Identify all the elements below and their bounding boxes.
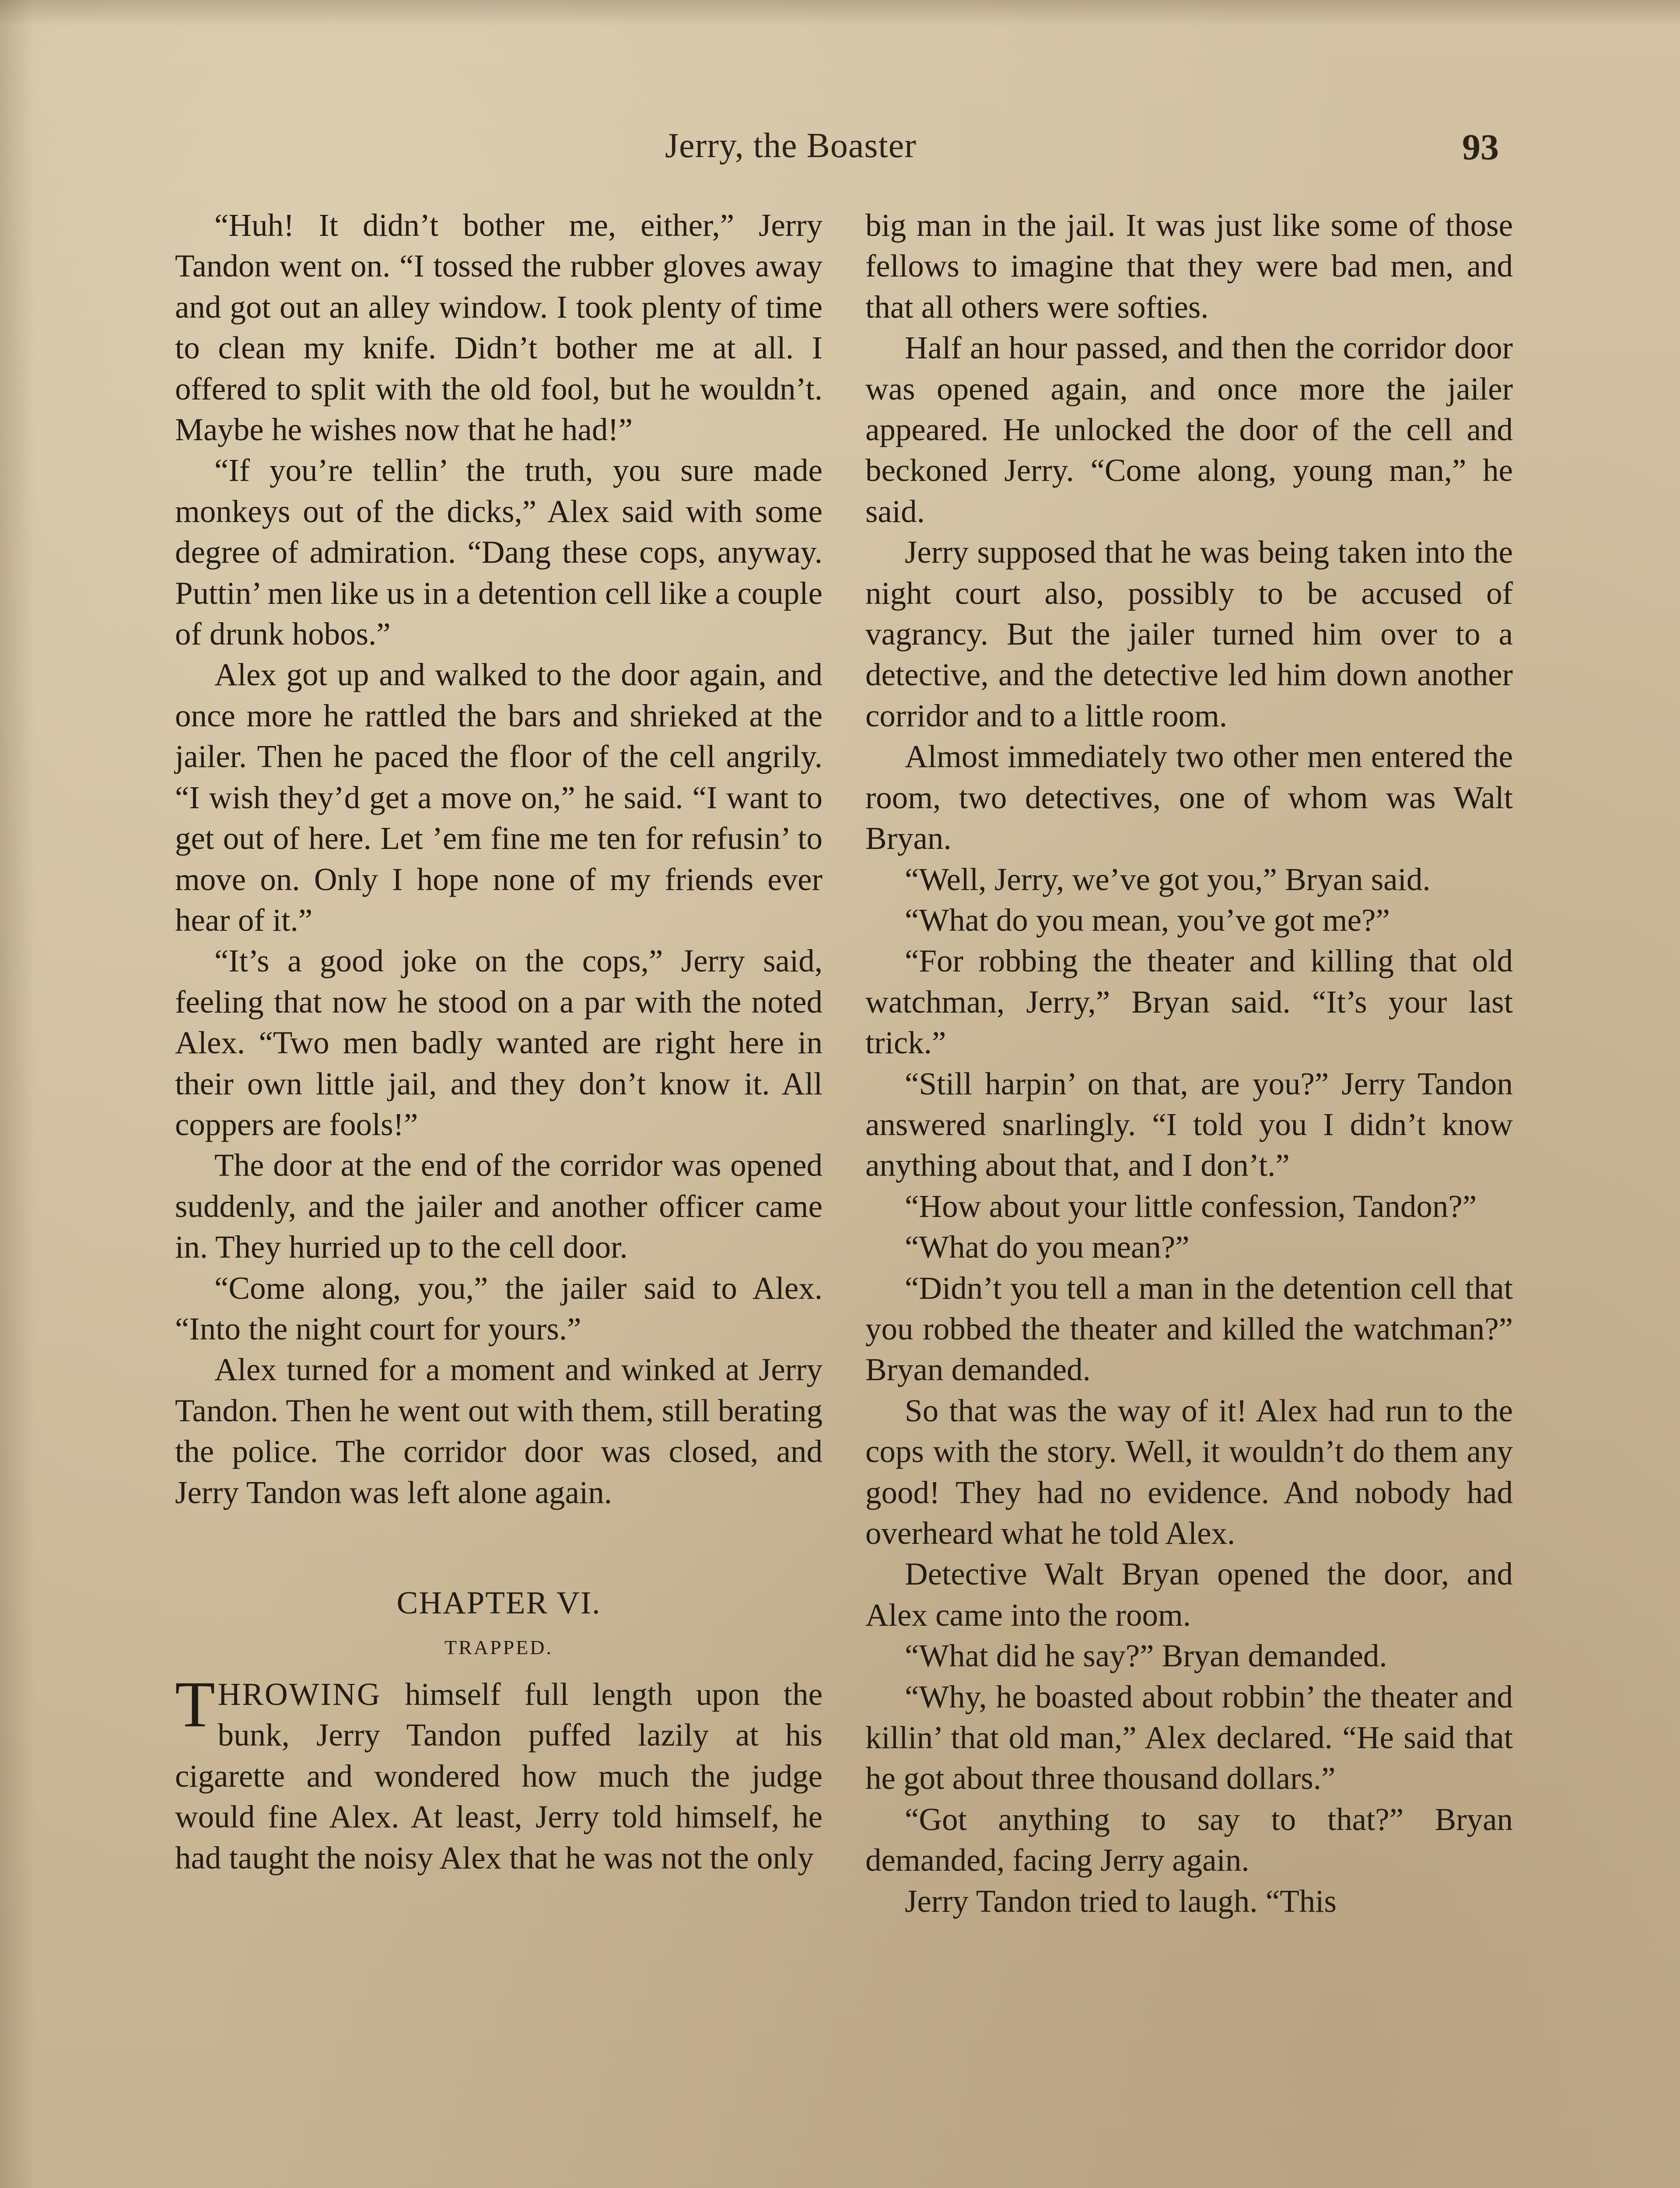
paragraph: So that was the way of it! Alex had run to the cops with the story. Well, it wouldn’t do them any good! They had no evidence. And nobody had overheard what he told Alex. [865, 1392, 1513, 1551]
page-shadow-top [0, 0, 1680, 26]
opening-small-caps: HROWING [217, 1676, 382, 1712]
paragraph: Almost immediately two other men entered the room, two detectives, one of whom was Walt Bryan. [865, 739, 1513, 856]
paragraph: Detective Walt Bryan opened the door, and Alex came into the room. [865, 1556, 1513, 1633]
chapter-opening-paragraph [175, 1668, 822, 1878]
paragraph: “How about your little confession, Tandon?” [905, 1188, 1477, 1224]
paragraph: “Got anything to say to that?” Bryan demanded, facing Jerry again. [865, 1801, 1513, 1878]
paragraph: “Didn’t you tell a man in the detention cell that you robbed the theater and killed the watchman?” Bryan demanded. [865, 1270, 1513, 1388]
paragraph: “Well, Jerry, we’ve got you,” Bryan said. [905, 861, 1431, 897]
left-column [175, 205, 822, 1878]
paragraph: “For robbing the theater and killing that old watchman, Jerry,” Bryan said. “It’s your last trick.” [865, 943, 1513, 1061]
paragraph: Jerry Tandon tried to laugh. “This [905, 1883, 1337, 1919]
paragraph-continuation: big man in the jail. It was just like some of those fellows to imagine that they were bad men, and that all others were softies. [865, 207, 1513, 325]
paragraph: “What did he say?” Bryan demanded. [905, 1638, 1387, 1674]
paragraph: “If you’re tellin’ the truth, you sure made monkeys out of the dicks,” Alex said with some degree of admiration. “Dang these cops, anyway. Puttin’ men like us in a detention cell like a couple of drunk hobos.” [175, 452, 822, 652]
paragraph: “What do you mean?” [905, 1229, 1190, 1265]
paragraph: The door at the end of the corridor was opened suddenly, and the jailer and another officer came in. They hurried up to the cell door. [175, 1147, 822, 1265]
paragraph: “Come along, you,” the jailer said to Alex. “Into the night court for yours.” [175, 1270, 822, 1346]
right-column [865, 205, 1513, 1922]
paragraph: Half an hour passed, and then the corridor door was opened again, and once more the jailer appeared. He unlocked the door of the cell and beckoned Jerry. “Come along, young man,” he said. [865, 330, 1513, 529]
paragraph: “It’s a good joke on the cops,” Jerry said, feeling that now he stood on a par with the noted Alex. “Two men badly wanted are right here in their own little jail, and they don’t know it. All coppers are fools!” [175, 943, 822, 1142]
paragraph: Jerry supposed that he was being taken into the night court also, possibly to be accused of vagrancy. But the jailer turned him over to a detective, and the detective led him down another corridor and to a little room. [865, 534, 1513, 733]
paragraph: Alex got up and walked to the door again, and once more he rattled the bars and shrieked at the jailer. Then he paced the floor of the cell angrily. “I wish they’d get a move on,” he said. “I want to get out of here. Let ’em fine me ten for refusin’ to move on. Only I hope none of my friends ever hear of it.” [175, 657, 822, 938]
drop-cap: T [175, 1668, 215, 1741]
page-shadow-left [0, 0, 35, 2188]
paragraph: “Still harpin’ on that, are you?” Jerry Tandon answered snarlingly. “I told you I didn’t know anything about that, and I don’t.” [865, 1066, 1513, 1183]
paragraph: “Why, he boasted about robbin’ the theater and killin’ that old man,” Alex declared. “He said that he got about three thousand dollars.” [865, 1679, 1513, 1796]
chapter-heading: CHAPTER VI. [396, 1585, 601, 1620]
paragraph: “What do you mean, you’ve got me?” [905, 902, 1390, 938]
running-head: Jerry, the Boaster [665, 126, 917, 165]
page-number: 93 [1462, 127, 1499, 168]
paragraph: “Huh! It didn’t bother me, either,” Jerry Tandon went on. “I tossed the rubber gloves away and got out an alley window. I took plenty of time to clean my knife. Didn’t bother me at all. I offered to split with the old fool, but he wouldn’t. Maybe he wishes now that he had!” [175, 207, 822, 448]
opening-text: himself full length upon the bunk, Jerry Tandon puffed lazily at his cigarette and wondered how much the judge would fine Alex. At least, Jerry told himself, he had taught the noisy Alex that he was not the only [175, 1676, 822, 1876]
chapter-subtitle: TRAPPED. [444, 1636, 553, 1659]
paragraph: Alex turned for a moment and winked at Jerry Tandon. Then he went out with them, still berating the police. The corridor door was closed, and Jerry Tandon was left alone again. [175, 1352, 822, 1510]
